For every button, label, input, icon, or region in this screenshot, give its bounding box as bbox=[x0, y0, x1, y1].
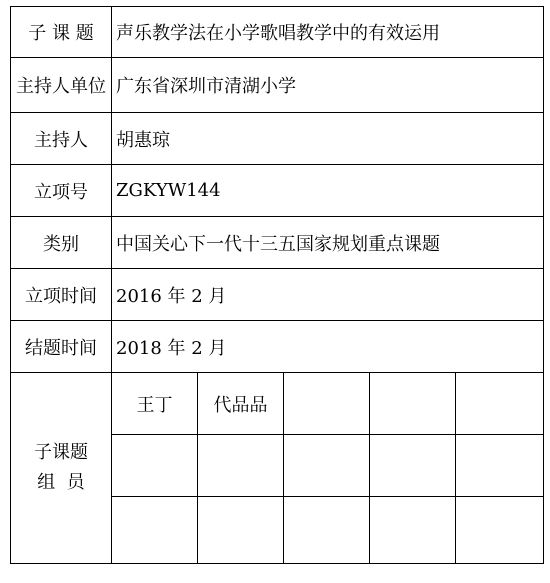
member-cell bbox=[370, 497, 455, 563]
project-number-label: 立项号 bbox=[34, 181, 88, 203]
host-unit-value: 广东省深圳市清湖小学 bbox=[116, 76, 296, 97]
member-cell bbox=[112, 435, 197, 496]
member-cell bbox=[284, 435, 369, 496]
host-value: 胡惠琼 bbox=[116, 129, 170, 151]
category-value: 中国关心下一代十三五国家规划重点课题 bbox=[116, 233, 440, 255]
table-border-right bbox=[543, 6, 544, 564]
member-cell bbox=[456, 497, 543, 563]
member-cell bbox=[198, 435, 283, 496]
project-number-value: ZGKYW144 bbox=[116, 180, 221, 201]
end-date-label: 结题时间 bbox=[25, 337, 97, 359]
member-cell bbox=[284, 373, 369, 434]
subtopic-value: 声乐教学法在小学歌唱教学中的有效运用 bbox=[116, 23, 440, 44]
member-cell bbox=[112, 497, 197, 563]
member-cell bbox=[456, 435, 543, 496]
member-cell bbox=[456, 373, 543, 434]
host-label: 主持人 bbox=[34, 129, 88, 151]
end-date-value: 2018 年 2 月 bbox=[116, 337, 227, 359]
members-label-line2: 组 员 bbox=[37, 472, 85, 493]
member-cell: 代品品 bbox=[213, 394, 268, 416]
members-label bbox=[11, 373, 111, 563]
member-cell bbox=[370, 373, 455, 434]
start-date-value: 2016 年 2 月 bbox=[116, 285, 227, 307]
category-label: 类别 bbox=[43, 233, 79, 255]
host-unit-label: 主持人单位 bbox=[16, 76, 106, 97]
start-date-label: 立项时间 bbox=[25, 285, 97, 307]
table-border-bottom bbox=[10, 563, 544, 564]
member-cell bbox=[370, 435, 455, 496]
members-label-line1: 子课题 bbox=[34, 442, 88, 463]
member-cell: 王丁 bbox=[136, 394, 173, 416]
subtopic-label: 子 课 题 bbox=[28, 23, 94, 44]
member-cell bbox=[198, 497, 283, 563]
project-info-table bbox=[10, 6, 544, 564]
member-cell bbox=[284, 497, 369, 563]
